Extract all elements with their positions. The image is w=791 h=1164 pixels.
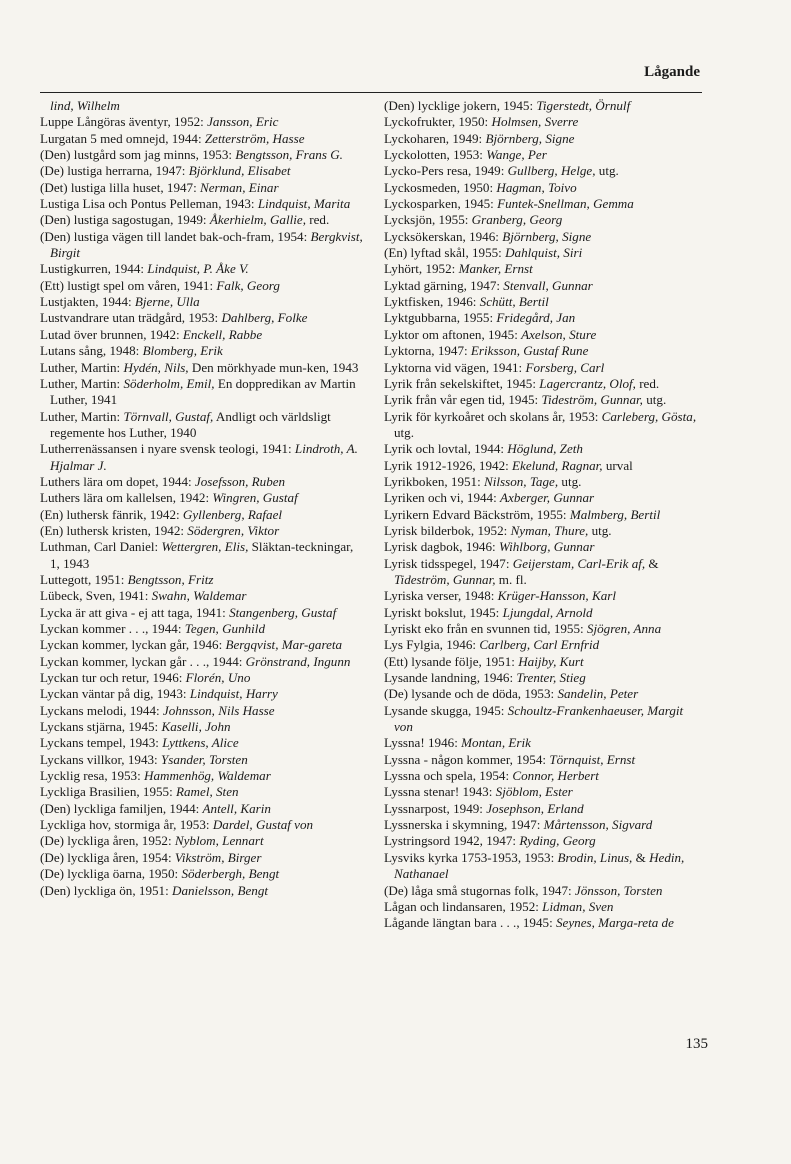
- index-entry: [40, 147, 365, 163]
- index-entry: [40, 686, 365, 702]
- entry-title: (De) låga små stugornas folk, 1947:: [384, 882, 575, 898]
- entry-title: Luther, Martin:: [40, 408, 124, 424]
- entry-author: Törnquist, Ernst: [549, 751, 636, 767]
- entry-author: Nerman, Einar: [200, 179, 279, 195]
- entry-title: Lycka är att giva - ej att taga, 1941:: [40, 604, 230, 620]
- index-entry: [40, 637, 365, 653]
- index-entry: [384, 310, 702, 326]
- entry-author: Florén, Uno: [185, 670, 251, 686]
- entry-note: utg.: [595, 163, 619, 179]
- entry-title: (Den) lustiga sagostugan, 1949:: [40, 212, 210, 228]
- entry-title: Lågan och lindansaren, 1952:: [384, 898, 543, 914]
- index-entry: [384, 196, 702, 212]
- index-entry: [384, 670, 702, 686]
- index-entry: [40, 310, 365, 326]
- index-entry: [40, 376, 365, 409]
- entry-title: Lågande längtan bara . . ., 1945:: [384, 915, 556, 931]
- entry-title: Lyckan tur och retur, 1946:: [40, 670, 186, 686]
- entry-title: Lyriskt bokslut, 1945:: [384, 604, 503, 620]
- index-entry: [384, 883, 702, 899]
- entry-note: Den mörkhyade mun-ken, 1943: [188, 359, 359, 375]
- entry-author: Bengtsson, Fritz: [127, 571, 214, 587]
- entry-title: (Den) lycklige jokern, 1945:: [384, 98, 537, 113]
- entry-title: Lyckliga Brasilien, 1955:: [40, 784, 177, 800]
- entry-author: Dahlquist, Siri: [505, 245, 583, 261]
- index-entry: [40, 768, 365, 784]
- index-entry: [40, 866, 365, 882]
- entry-author: Manker, Ernst: [458, 261, 533, 277]
- index-entry: [40, 114, 365, 130]
- entry-author: Gyllenberg, Rafael: [182, 506, 283, 522]
- entry-author: Ramel, Sten: [176, 784, 239, 800]
- entry-author: Kaselli, John: [161, 719, 231, 735]
- entry-title: Lycksjön, 1955:: [384, 212, 472, 228]
- index-entry: [384, 180, 702, 196]
- entry-title: Lyktorna vid vägen, 1941:: [384, 359, 526, 375]
- index-entry: [40, 409, 365, 442]
- entry-title: Lyssna! 1946:: [384, 735, 462, 751]
- entry-author: Söderbergh, Bengt: [181, 866, 280, 882]
- entry-author: Lindquist, P. Åke V.: [147, 261, 249, 277]
- entry-title: Lyrisk dagbok, 1946:: [384, 539, 499, 555]
- entry-title: Luthers lära om kallelsen, 1942:: [40, 490, 213, 506]
- entry-note: utg.: [588, 522, 612, 538]
- index-entry: [40, 490, 365, 506]
- index-entry: [40, 294, 365, 310]
- entry-title: Luther, Martin:: [40, 375, 124, 391]
- entry-author: Ryding, Georg: [519, 833, 596, 849]
- index-entry: [384, 376, 702, 392]
- entry-author: Dahlberg, Folke: [221, 310, 308, 326]
- index-entry: [40, 212, 365, 228]
- entry-title: Lurgatan 5 med omnejd, 1944:: [40, 130, 205, 146]
- entry-author: Törnvall, Gustaf,: [123, 408, 214, 424]
- entry-author: Sjögren, Anna: [586, 621, 662, 636]
- index-entry: [384, 833, 702, 849]
- index-entry: [40, 131, 365, 147]
- entry-author: Grönstrand, Ingunn: [245, 653, 351, 669]
- index-entry: [40, 539, 365, 572]
- entry-title: Lyckans tempel, 1943:: [40, 735, 163, 751]
- index-entry: [384, 768, 702, 784]
- entry-author: Åkerhielm, Gallie,: [209, 212, 306, 228]
- entry-author: Schoultz-Frankenhaeuser, Margit von: [394, 702, 684, 735]
- index-entry: [40, 474, 365, 490]
- index-entry: [40, 801, 365, 817]
- entry-author: Malmberg, Bertil: [569, 506, 661, 522]
- entry-author: Lagercrantz, Olof,: [539, 375, 636, 391]
- entry-author: Ljungdal, Arnold: [502, 604, 593, 620]
- index-entry: [40, 343, 365, 359]
- right-column: [384, 98, 702, 932]
- entry-author: Södergren, Viktor: [187, 522, 280, 538]
- entry-author: Montan, Erik: [461, 735, 531, 751]
- entry-title: Lyrisk tidsspegel, 1947:: [384, 555, 513, 571]
- entry-note: utg.: [642, 392, 667, 408]
- entry-author: Enckell, Rabbe: [182, 326, 263, 342]
- entry-author: Axberger, Gunnar: [500, 490, 595, 506]
- entry-title: (Den) lustgård som jag minns, 1953:: [40, 147, 236, 163]
- index-entry: [384, 605, 702, 621]
- entry-author: Nilsson, Tage,: [484, 473, 559, 489]
- entry-author: Björnberg, Signe: [485, 130, 575, 146]
- entry-author: Tideström, Gunnar,: [541, 392, 643, 408]
- entry-author: Stenvall, Gunnar: [503, 277, 593, 293]
- index-entry: [384, 261, 702, 277]
- entry-title: Lutherrenässansen i nyare svensk teologi, 1941:: [40, 441, 295, 457]
- index-entry: [40, 850, 365, 866]
- entry-title: Lysviks kyrka 1753-1953, 1953:: [384, 849, 558, 865]
- entry-note: utg.: [558, 473, 582, 489]
- entry-title: Lyckan kommer, lyckan går . . ., 1944:: [40, 653, 246, 669]
- index-entry: [40, 833, 365, 849]
- index-entry: [40, 507, 365, 523]
- index-entry: [384, 637, 702, 653]
- entry-title: (En) lyftad skål, 1955:: [384, 245, 506, 261]
- entry-title: Lyriska verser, 1948:: [384, 588, 498, 604]
- entry-note: utg.: [394, 424, 415, 440]
- entry-author: Josephson, Erland: [486, 800, 584, 816]
- entry-author: Tigerstedt, Örnulf: [536, 98, 631, 113]
- entry-title: Lyrisk bilderbok, 1952:: [384, 522, 511, 538]
- index-entry: [384, 490, 702, 506]
- entry-author: Wettergren, Elis,: [161, 539, 249, 555]
- entry-author: Bergkvist, Birgit: [50, 228, 363, 261]
- index-entry: [40, 572, 365, 588]
- index-entry: [384, 294, 702, 310]
- entry-author: Lindroth, A. Hjalmar J.: [50, 441, 358, 473]
- entry-author: Hydén, Nils,: [123, 359, 189, 375]
- index-entry: [384, 98, 702, 114]
- index-entry: [384, 915, 702, 931]
- entry-author: Ysander, Torsten: [160, 751, 248, 767]
- header-rule: [40, 92, 702, 93]
- entry-author: Funtek-Snellman, Gemma: [497, 196, 634, 212]
- index-entry: [384, 229, 702, 245]
- entry-title: Lycksökerskan, 1946:: [384, 228, 503, 244]
- entry-author: Connor, Herbert: [512, 768, 599, 784]
- entry-author: Bergqvist, Mar-gareta: [225, 637, 343, 653]
- index-entry: [384, 245, 702, 261]
- entry-author: Haijby, Kurt: [518, 653, 584, 669]
- entry-author: Jansson, Eric: [207, 114, 279, 130]
- index-entry: [384, 147, 702, 163]
- index-entry: [384, 343, 702, 359]
- entry-author: Danielsson, Bengt: [172, 882, 269, 898]
- entry-title: Lyrikern Edvard Bäckström, 1955:: [384, 506, 570, 522]
- entry-title: Lyrikboken, 1951:: [384, 473, 485, 489]
- entry-title: Lustigkurren, 1944:: [40, 261, 148, 277]
- entry-author: Carleberg, Gösta,: [601, 408, 697, 424]
- entry-title: Luppe Långöras äventyr, 1952:: [40, 114, 208, 130]
- index-entry: [384, 556, 702, 589]
- entry-author: Gullberg, Helge,: [507, 163, 596, 179]
- page-number: 135: [685, 1036, 708, 1052]
- entry-author: Hammenhög, Waldemar: [144, 768, 271, 784]
- entry-author: Krüger-Hansson, Karl: [497, 588, 616, 604]
- entry-note: &: [632, 849, 650, 865]
- entry-author: Björnberg, Signe: [502, 228, 592, 244]
- index-entry: [40, 523, 365, 539]
- entry-title: (Ett) lysande följe, 1951:: [384, 653, 519, 669]
- entry-note: m. fl.: [495, 571, 527, 587]
- entry-title: Lysande skugga, 1945:: [384, 702, 508, 718]
- entry-title: Lustiga Lisa och Pontus Pelleman, 1943:: [40, 196, 258, 212]
- entry-title: Lyrik för kyrkoåret och skolans år, 1953:: [384, 408, 602, 424]
- entry-title: Lyckans stjärna, 1945:: [40, 719, 162, 735]
- entry-title: Lübeck, Sven, 1941:: [40, 588, 152, 604]
- index-entry: [40, 278, 365, 294]
- entry-note: Andligt och världsligt regemente hos Luther, 1940: [50, 408, 331, 440]
- entry-author: Nyblom, Lennart: [174, 833, 264, 849]
- entry-author: lind, Wilhelm: [50, 98, 120, 113]
- entry-title: Lutad över brunnen, 1942:: [40, 326, 183, 342]
- entry-title: Lyssna - någon kommer, 1954:: [384, 751, 550, 767]
- index-entry: [40, 180, 365, 196]
- index-entry: [40, 360, 365, 376]
- entry-author: Lyttkens, Alice: [162, 735, 239, 751]
- index-entry: [384, 507, 702, 523]
- entry-author: Mårtensson, Sigvard: [543, 817, 653, 833]
- entry-title: (En) luthersk fänrik, 1942:: [40, 506, 183, 522]
- entry-author: Forsberg, Carl: [525, 359, 605, 375]
- entry-title: Lyriken och vi, 1944:: [384, 490, 501, 506]
- entry-author: Stangenberg, Gustaf: [229, 604, 337, 620]
- index-entry: [384, 703, 702, 736]
- index-entry: [40, 261, 365, 277]
- entry-title: (Den) lyckliga ön, 1951:: [40, 882, 172, 898]
- running-header-title: Lågande: [644, 64, 700, 80]
- entry-title: Lyckans villkor, 1943:: [40, 751, 161, 767]
- index-entry: [384, 212, 702, 228]
- index-entry: [384, 735, 702, 751]
- entry-title: Lyktgubbarna, 1955:: [384, 310, 497, 326]
- entry-author: Nyman, Thure,: [510, 522, 589, 538]
- entry-title: Lustjakten, 1944:: [40, 294, 135, 310]
- entry-author: Wihlborg, Gunnar: [498, 539, 595, 555]
- index-entry: [384, 801, 702, 817]
- entry-title: Lyrik 1912-1926, 1942:: [384, 457, 513, 473]
- entry-author: Geijerstam, Carl-Erik af,: [512, 555, 646, 571]
- entry-title: (Det) lustiga lilla huset, 1947:: [40, 179, 201, 195]
- entry-title: Lyckan kommer . . ., 1944:: [40, 621, 185, 636]
- index-entry: [384, 327, 702, 343]
- index-entry: [384, 752, 702, 768]
- entry-title: (De) lyckliga åren, 1954:: [40, 849, 175, 865]
- index-entry: [384, 899, 702, 915]
- index-entry: [384, 409, 702, 442]
- entry-title: Lyckan väntar på dig, 1943:: [40, 686, 190, 702]
- entry-note: red.: [305, 212, 330, 228]
- index-entry: [40, 229, 365, 262]
- entry-author: Lidman, Sven: [542, 898, 614, 914]
- entry-title: (De) lustiga herrarna, 1947:: [40, 163, 189, 179]
- entry-title: Lyrik från vår egen tid, 1945:: [384, 392, 542, 408]
- entry-author: Blomberg, Erik: [142, 343, 223, 359]
- entry-note: Släktan-teckningar, 1, 1943: [50, 539, 354, 571]
- entry-title: Lycko-Pers resa, 1949:: [384, 163, 508, 179]
- index-entry: [40, 784, 365, 800]
- index-entry: [384, 360, 702, 376]
- entry-author: Granberg, Georg: [471, 212, 563, 228]
- entry-author: Höglund, Zeth: [507, 441, 583, 457]
- entry-author: Brodin, Linus,: [557, 849, 633, 865]
- entry-author: Wingren, Gustaf: [212, 490, 298, 506]
- entry-title: (De) lyckliga öarna, 1950:: [40, 866, 182, 882]
- entry-title: (Den) lyckliga familjen, 1944:: [40, 800, 203, 816]
- entry-author: Seynes, Marga-reta de: [555, 915, 674, 931]
- index-entry: [384, 784, 702, 800]
- entry-title: Luther, Martin:: [40, 359, 124, 375]
- entry-author: Sjöblom, Ester: [495, 784, 573, 800]
- entry-note: urval: [602, 457, 633, 473]
- entry-title: Lyrik och lovtal, 1944:: [384, 441, 508, 457]
- entry-title: Lyriskt eko från en svunnen tid, 1955:: [384, 621, 587, 636]
- entry-title: Lyckosmeden, 1950:: [384, 179, 497, 195]
- index-entry: [384, 131, 702, 147]
- entry-title: Lyrik från sekelskiftet, 1945:: [384, 375, 540, 391]
- entry-author: Jönsson, Torsten: [574, 882, 663, 898]
- index-entry: [384, 458, 702, 474]
- index-entry: [384, 817, 702, 833]
- index-entry: [384, 163, 702, 179]
- entry-title: Lyssna stenar! 1943:: [384, 784, 496, 800]
- entry-note: red.: [635, 375, 660, 391]
- index-entry: [384, 850, 702, 883]
- entry-author: Holmsen, Sverre: [491, 114, 579, 130]
- entry-title: Lustvandrare utan trädgård, 1953:: [40, 310, 222, 326]
- index-entry: [40, 670, 365, 686]
- entry-author: Lindquist, Marita: [257, 196, 351, 212]
- index-entry: [384, 539, 702, 555]
- index-entry: [384, 686, 702, 702]
- entry-author: Björklund, Elisabet: [188, 163, 291, 179]
- index-entry: [384, 654, 702, 670]
- entry-author: Bjerne, Ulla: [134, 294, 200, 310]
- entry-title: Lutans sång, 1948:: [40, 343, 143, 359]
- index-entry: [384, 621, 702, 637]
- entry-title: Lyktorna, 1947:: [384, 343, 471, 359]
- index-entry: [40, 441, 365, 474]
- entry-author: Zetterström, Hasse: [204, 130, 305, 146]
- entry-author: Schütt, Bertil: [479, 294, 549, 310]
- index-entry: [40, 196, 365, 212]
- entry-title: (Den) lustiga vägen till landet bak-och-fram, 1954:: [40, 228, 311, 244]
- entry-note: &: [645, 555, 659, 571]
- entry-author: Ekelund, Ragnar,: [512, 457, 603, 473]
- index-entry: [40, 752, 365, 768]
- entry-author: Trenter, Stieg: [516, 670, 586, 686]
- entry-author: Sandelin, Peter: [557, 686, 639, 702]
- entry-title: (De) lyckliga åren, 1952:: [40, 833, 175, 849]
- index-entry: [384, 588, 702, 604]
- entry-author: Wange, Per: [486, 147, 547, 163]
- index-entry: [40, 735, 365, 751]
- entry-author: Tideström, Gunnar,: [394, 571, 496, 587]
- entry-title: Lyssna och spela, 1954:: [384, 768, 513, 784]
- entry-author: Swahn, Waldemar: [151, 588, 247, 604]
- index-entry: [384, 441, 702, 457]
- entry-author: Josefsson, Ruben: [194, 473, 286, 489]
- index-entry: [40, 654, 365, 670]
- entry-title: Lyktor om aftonen, 1945:: [384, 326, 522, 342]
- entry-title: Lyckoharen, 1949:: [384, 130, 486, 146]
- entry-author: Eriksson, Gustaf Rune: [470, 343, 589, 359]
- index-entry: [384, 278, 702, 294]
- index-entry: [40, 327, 365, 343]
- entry-title: Lyckans melodi, 1944:: [40, 702, 163, 718]
- entry-title: Lysande landning, 1946:: [384, 670, 517, 686]
- entry-title: Luthers lära om dopet, 1944:: [40, 473, 195, 489]
- entry-author: Hedin, Nathanael: [394, 849, 685, 882]
- index-entry: [40, 163, 365, 179]
- entry-author: Falk, Georg: [216, 277, 280, 293]
- entry-title: (En) luthersk kristen, 1942:: [40, 522, 188, 538]
- entry-author: Fridegård, Jan: [496, 310, 576, 326]
- entry-title: Lycklig resa, 1953:: [40, 768, 145, 784]
- entry-author: Dardel, Gustaf von: [212, 817, 314, 833]
- left-column: [40, 98, 365, 899]
- entry-author: Vikström, Birger: [174, 849, 262, 865]
- entry-title: Luttegott, 1951:: [40, 571, 128, 587]
- index-entry: [40, 621, 365, 637]
- index-entry: [384, 114, 702, 130]
- entry-title: Lyhört, 1952:: [384, 261, 459, 277]
- entry-title: Lyktad gärning, 1947:: [384, 277, 504, 293]
- index-entry: [40, 703, 365, 719]
- index-entry: [40, 883, 365, 899]
- entry-title: (De) lysande och de döda, 1953:: [384, 686, 558, 702]
- entry-author: Johnsson, Nils Hasse: [162, 702, 275, 718]
- index-entry: [40, 605, 365, 621]
- index-entry: [40, 719, 365, 735]
- entry-author: Axelson, Sture: [521, 326, 597, 342]
- entry-title: Lys Fylgia, 1946:: [384, 637, 480, 653]
- index-entry: [40, 588, 365, 604]
- entry-title: Luthman, Carl Daniel:: [40, 539, 162, 555]
- entry-author: Tegen, Gunhild: [184, 621, 265, 636]
- entry-title: Lyktfisken, 1946:: [384, 294, 480, 310]
- entry-title: Lyckolotten, 1953:: [384, 147, 487, 163]
- entry-title: Lyckan kommer, lyckan går, 1946:: [40, 637, 226, 653]
- entry-author: Antell, Karin: [202, 800, 271, 816]
- entry-title: Lyssnarpost, 1949:: [384, 800, 487, 816]
- index-entry: [384, 523, 702, 539]
- index-entry: [384, 474, 702, 490]
- index-entry: [40, 817, 365, 833]
- entry-title: Lyckosparken, 1945:: [384, 196, 498, 212]
- entry-title: Lystringsord 1942, 1947:: [384, 833, 520, 849]
- entry-title: (Ett) lustigt spel om våren, 1941:: [40, 277, 217, 293]
- entry-title: Lyckliga hov, stormiga år, 1953:: [40, 817, 213, 833]
- entry-author: Hagman, Toivo: [496, 179, 577, 195]
- entry-author: Lindquist, Harry: [189, 686, 278, 702]
- entry-author: Carlberg, Carl Ernfrid: [479, 637, 600, 653]
- entry-title: Lyckofrukter, 1950:: [384, 114, 492, 130]
- entry-note: En doppredikan av Martin Luther, 1941: [50, 375, 356, 408]
- entry-title: Lyssnerska i skymning, 1947:: [384, 817, 544, 833]
- entry-author: Söderholm, Emil,: [123, 375, 215, 391]
- index-entry: [40, 98, 365, 114]
- entry-author: Bengtsson, Frans G.: [235, 147, 343, 163]
- index-entry: [384, 392, 702, 408]
